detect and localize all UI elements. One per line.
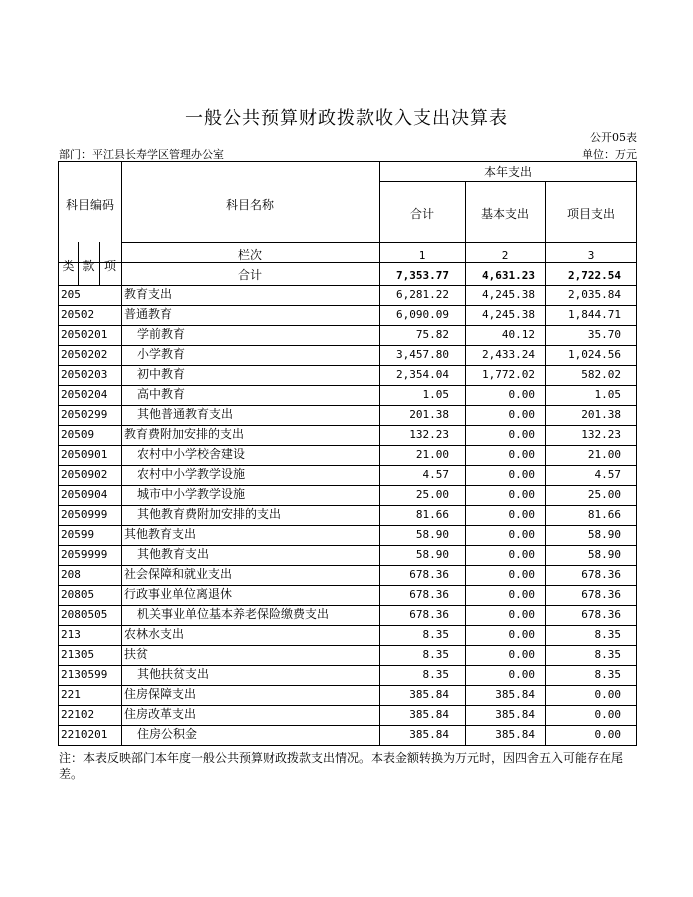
row-basic: 0.00 — [508, 528, 535, 541]
row-code: 2050299 — [61, 408, 108, 421]
row-code: 2130599 — [61, 668, 108, 681]
sum-total: 7,353.77 — [396, 269, 449, 282]
row-code: 205 — [61, 288, 81, 301]
row-name: 普通教育 — [124, 307, 173, 321]
row-code: 20502 — [61, 308, 95, 321]
row-project: 678.36 — [581, 588, 621, 601]
col-index-1: 1 — [418, 249, 426, 262]
row-total: 75.82 — [415, 328, 449, 341]
row-total: 6,090.09 — [396, 308, 449, 321]
row-basic: 0.00 — [508, 608, 535, 621]
row-total: 2,354.04 — [396, 368, 449, 381]
row-project: 58.90 — [587, 548, 621, 561]
row-code: 221 — [61, 688, 81, 701]
row-basic: 2,433.24 — [482, 348, 535, 361]
header-name: 科目名称 — [225, 198, 274, 212]
header-kuan: 款 — [82, 259, 95, 273]
table-number: 公开05表 — [590, 131, 637, 144]
row-basic: 0.00 — [508, 408, 535, 421]
row-code: 2050203 — [61, 368, 108, 381]
row-code: 2050902 — [61, 468, 108, 481]
row-basic: 385.84 — [495, 728, 535, 741]
row-basic: 4,245.38 — [482, 308, 535, 321]
row-total: 385.84 — [409, 728, 449, 741]
row-project: 201.38 — [581, 408, 621, 421]
row-total: 4.57 — [422, 468, 449, 481]
row-total: 8.35 — [422, 628, 449, 641]
row-name: 其他教育支出 — [137, 547, 210, 561]
row-project: 2,035.84 — [568, 288, 621, 301]
row-total: 25.00 — [415, 488, 449, 501]
row-code: 2050999 — [61, 508, 108, 521]
row-total: 201.38 — [409, 408, 449, 421]
row-name: 其他普通教育支出 — [137, 407, 234, 421]
row-basic: 0.00 — [508, 508, 535, 521]
row-project: 21.00 — [587, 448, 621, 461]
unit-label: 单位：万元 — [582, 148, 637, 161]
row-total: 678.36 — [409, 588, 449, 601]
header-lei: 类 — [62, 259, 75, 273]
row-total: 678.36 — [409, 568, 449, 581]
row-total: 58.90 — [415, 548, 449, 561]
row-name: 农林水支出 — [124, 627, 185, 641]
row-name: 社会保障和就业支出 — [124, 567, 233, 581]
row-basic: 0.00 — [508, 648, 535, 661]
header-total: 合计 — [409, 207, 434, 221]
row-total: 6,281.22 — [396, 288, 449, 301]
header-year-expense: 本年支出 — [483, 165, 532, 179]
row-code: 2050202 — [61, 348, 108, 361]
row-project: 8.35 — [594, 668, 621, 681]
row-code: 2050901 — [61, 448, 108, 461]
row-basic: 0.00 — [508, 668, 535, 681]
row-code: 21305 — [61, 648, 95, 661]
header-xiang: 项 — [103, 259, 116, 273]
row-total: 58.90 — [415, 528, 449, 541]
row-code: 2050904 — [61, 488, 108, 501]
sum-project: 2,722.54 — [568, 269, 621, 282]
header-project: 项目支出 — [566, 207, 615, 221]
sum-label: 合计 — [237, 268, 262, 282]
row-basic: 0.00 — [508, 588, 535, 601]
row-name: 农村中小学教学设施 — [137, 467, 246, 481]
row-basic: 0.00 — [508, 468, 535, 481]
row-code: 22102 — [61, 708, 95, 721]
sum-basic: 4,631.23 — [482, 269, 535, 282]
row-code: 2050204 — [61, 388, 108, 401]
row-code: 208 — [61, 568, 81, 581]
row-name: 教育费附加安排的支出 — [124, 427, 245, 441]
row-project: 1.05 — [594, 388, 621, 401]
row-project: 678.36 — [581, 608, 621, 621]
row-basic: 0.00 — [508, 428, 535, 441]
row-code: 2080505 — [61, 608, 108, 621]
row-basic: 0.00 — [508, 628, 535, 641]
row-name: 其他教育费附加安排的支出 — [137, 507, 282, 521]
row-name: 住房改革支出 — [124, 707, 197, 721]
row-name: 其他教育支出 — [124, 527, 197, 541]
budget-table — [58, 161, 637, 746]
row-total: 3,457.80 — [396, 348, 449, 361]
row-name: 机关事业单位基本养老保险缴费支出 — [137, 607, 330, 621]
row-name: 学前教育 — [137, 327, 186, 341]
row-name: 教育支出 — [124, 287, 173, 301]
row-basic: 40.12 — [501, 328, 535, 341]
row-basic: 385.84 — [495, 688, 535, 701]
row-code: 20509 — [61, 428, 95, 441]
page-title: 一般公共预算财政拨款收入支出决算表 — [185, 108, 508, 129]
lanci-label: 栏次 — [237, 248, 262, 262]
row-total: 1.05 — [422, 388, 449, 401]
row-total: 385.84 — [409, 708, 449, 721]
row-project: 58.90 — [587, 528, 621, 541]
row-code: 2050201 — [61, 328, 108, 341]
row-code: 2210201 — [61, 728, 108, 741]
row-name: 住房公积金 — [137, 727, 198, 741]
row-project: 25.00 — [587, 488, 621, 501]
row-code: 2059999 — [61, 548, 108, 561]
row-total: 81.66 — [415, 508, 449, 521]
row-basic: 4,245.38 — [482, 288, 535, 301]
header-basic: 基本支出 — [480, 207, 529, 221]
row-total: 8.35 — [422, 668, 449, 681]
row-basic: 0.00 — [508, 568, 535, 581]
row-project: 81.66 — [587, 508, 621, 521]
row-basic: 0.00 — [508, 388, 535, 401]
row-name: 小学教育 — [137, 347, 186, 361]
row-total: 132.23 — [409, 428, 449, 441]
row-project: 678.36 — [581, 568, 621, 581]
row-name: 其他扶贫支出 — [137, 667, 210, 681]
row-code: 20805 — [61, 588, 95, 601]
col-index-3: 3 — [587, 249, 595, 262]
row-name: 高中教育 — [137, 387, 186, 401]
row-name: 行政事业单位离退休 — [124, 587, 233, 601]
row-project: 4.57 — [594, 468, 621, 481]
row-name: 城市中小学教学设施 — [137, 487, 246, 501]
row-project: 1,844.71 — [568, 308, 621, 321]
footnote: 注：本表反映部门本年度一般公共预算财政拨款支出情况。本表金额转换为万元时，因四舍五入可能存在尾差。 — [59, 751, 624, 781]
row-basic: 0.00 — [508, 548, 535, 561]
row-project: 0.00 — [594, 728, 621, 741]
row-basic: 0.00 — [508, 488, 535, 501]
row-name: 扶贫 — [124, 647, 149, 661]
row-name: 农村中小学校舍建设 — [137, 447, 246, 461]
row-project: 0.00 — [594, 708, 621, 721]
row-basic: 0.00 — [508, 448, 535, 461]
row-project: 8.35 — [594, 648, 621, 661]
row-total: 385.84 — [409, 688, 449, 701]
row-project: 1,024.56 — [568, 348, 621, 361]
row-project: 132.23 — [581, 428, 621, 441]
row-code: 20599 — [61, 528, 95, 541]
row-basic: 1,772.02 — [482, 368, 535, 381]
row-total: 21.00 — [415, 448, 449, 461]
row-project: 0.00 — [594, 688, 621, 701]
col-index-2: 2 — [501, 249, 509, 262]
row-project: 8.35 — [594, 628, 621, 641]
row-project: 35.70 — [587, 328, 621, 341]
row-total: 8.35 — [422, 648, 449, 661]
row-name: 住房保障支出 — [124, 687, 197, 701]
row-total: 678.36 — [409, 608, 449, 621]
header-code: 科目编码 — [65, 198, 114, 212]
row-basic: 385.84 — [495, 708, 535, 721]
row-project: 582.02 — [581, 368, 621, 381]
row-name: 初中教育 — [137, 367, 186, 381]
row-code: 213 — [61, 628, 81, 641]
department-label: 部门：平江县长寿学区管理办公室 — [59, 148, 224, 161]
